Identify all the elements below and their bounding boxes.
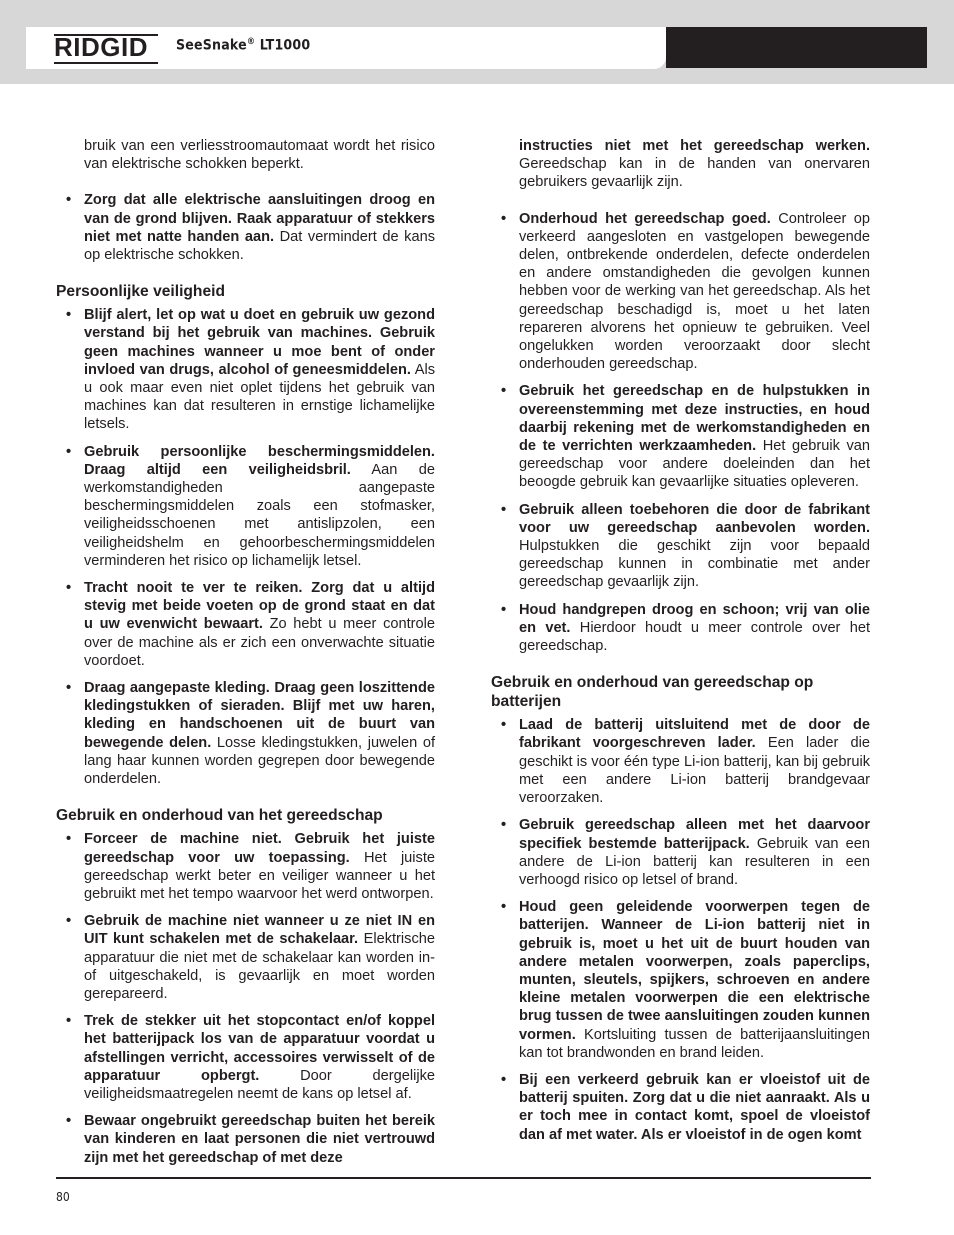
list-item: • Draag aangepaste kleding. Draag geen loszittende kledingstukken of sieraden. Blijf met uw haren, kleding en handschoenen uit de buurt van bewegende delen. Losse kledingstukken, juwelen of lang haar kunnen worden gegrepen door bewegende onderdelen. [56, 679, 435, 788]
model-number: LT1000 [255, 37, 311, 54]
list-item: • Houd handgrepen droog en schoon; vrij van olie en vet. Hierdoor houdt u meer controle over het gereedschap. [491, 601, 870, 656]
list-item: • Houd geen geleidende voorwerpen tegen de batterijen. Wanneer de Li-ion batterij niet in gebruik is, moet u het uit de buurt houden van andere metalen voorwerpen, zoals paperclips, munten, sleutels, spijkers, schroeven en andere kleine metalen voorwerpen die een elektrische brug tussen de twee aansluitingen zouden kunnen vormen. Kortsluiting tussen de batterijaansluitingen kan tot brandwonden en brand leiden. [491, 898, 870, 1062]
right-column [491, 137, 870, 1162]
list-item: • Blijf alert, let op wat u doet en gebruik uw gezond verstand bij het gebruik van machines. Gebruik geen machines wanneer u moe bent of onder invloed van drugs, alcohol of geneesmiddelen. Als u ook maar even niet oplet tijdens het gebruik van machines kan dat resulteren in ernstige lichamelijke letsels. [56, 306, 435, 433]
tool-bullets [56, 830, 435, 1166]
list-item: • Gebruik gereedschap alleen met het daarvoor specifiek bestemde batterijpack. Gebruik van een andere de Li-ion batterij kan resulteren in een verhoogd risico op letsel of brand. [491, 816, 870, 889]
logo-top-rule [54, 34, 158, 36]
left-column [56, 137, 435, 1185]
list-item: • Gebruik persoonlijke beschermingsmiddelen. Draag altijd een veiligheidsbril. Aan de werkomstandigheden aangepaste beschermingsmiddelen zoals een stofmasker, veiligheidsschoenen met antislipzolen, een veiligheidshelm en gehoorbeschermingsmiddelen verminderen het risico op lichamelijk letsel. [56, 443, 435, 570]
registered-mark: ® [246, 37, 256, 47]
list-item: • Onderhoud het gereedschap goed. Controleer op verkeerd aangesloten en vastgelopen bewegende delen, ontbrekende onderdelen, defecte onderdelen en andere omstandigheden die gevolgen kunnen hebben voor de werking van het gereedschap. Als het gereedschap beschadigd is, moet u het laten repareren alvorens het opnieuw te gebruiken. Veel ongelukken worden veroorzaakt door slecht onderhouden gereedschap. [491, 210, 870, 374]
product-model [176, 37, 310, 54]
list-item: • Bewaar ongebruikt gereedschap buiten het bereik van kinderen en laat personen die niet vertrouwd zijn met het gereedschap of met deze [56, 1112, 435, 1167]
list-item: • Forceer de machine niet. Gebruik het juiste gereedschap voor uw toepassing. Het juiste gereedschap werkt beter en veiliger wanneer u het gebruikt met het tempo waarvoor het werd ontworpen. [56, 830, 435, 903]
list-item: • Gebruik het gereedschap en de hulpstukken in overeenstemming met deze instructies, en houd daarbij rekening met de werkomstandigheden en de te verrichten werkzaamheden. Het gebruik van gereedschap voor andere doeleinden dan het beoogde gebruik kan gevaarlijke situaties opleveren. [491, 382, 870, 491]
ridgid-logo [54, 34, 158, 64]
tool-bullets-continued [491, 210, 870, 656]
list-item: • Tracht nooit te ver te reiken. Zorg dat u altijd stevig met beide voeten op de grond staat en dat u uw evenwicht bewaart. Zo hebt u meer controle over de machine als er zich een onverwachte situatie voordoet. [56, 579, 435, 670]
logo-text: RIDGID [54, 32, 148, 62]
list-item: • Zorg dat alle elektrische aansluitingen droog en van de grond blijven. Raak apparatuur of stekkers niet met natte handen aan. Dat vermindert de kans op elektrische schokken. [56, 191, 435, 264]
model-name: SeeSnake [176, 37, 247, 54]
list-item: • Laad de batterij uitsluitend met de door de fabrikant voorgeschreven lader. Een lader die geschikt is voor één type Li-ion batterij, kan bij gebruik met een andere Li-ion batterij brandgevaar veroorzaken. [491, 716, 870, 807]
personal-bullets [56, 306, 435, 788]
page-number: 80 [56, 1190, 70, 1204]
list-item: • Trek de stekker uit het stopcontact en/of koppel het batterijpack los van de apparatuur voordat u afstellingen verricht, accessoires verwisselt of de apparatuur opbergt. Door dergelijke veiligheidsmaatregelen neemt de kans op letsel af. [56, 1012, 435, 1103]
list-item: • Gebruik de machine niet wanneer u ze niet IN en UIT kunt schakelen met de schakelaar. Elektrische apparatuur die niet met de schakelaar kan worden in- of uitgeschakeld, is gevaarlijk en moet worden gerepareerd. [56, 912, 435, 1003]
section-heading-personal: Persoonlijke veiligheid [56, 283, 225, 301]
left-continuation-text: bruik van een verliesstroomautomaat wordt het risico van elektrische schokken beperkt. [84, 138, 435, 173]
electrical-bullets [56, 191, 435, 264]
header-black-block [666, 27, 927, 68]
right-continuation-text: instructies niet met het gereedschap werken. Gereedschap kan in de handen van onervaren gebruikers gevaarlijk zijn. [519, 138, 870, 191]
section-heading-battery: Gebruik en onderhoud van gereedschap op batterijen [491, 674, 814, 711]
list-item: • Bij een verkeerd gebruik kan er vloeistof uit de batterij spuiten. Zorg dat u die niet aanraakt. Als u er toch mee in contact komt, spoel de vloeistof dan af met water. Als er vloeistof in de ogen komt [491, 1071, 870, 1144]
section-heading-tool: Gebruik en onderhoud van het gereedschap [56, 807, 383, 825]
battery-bullets [491, 716, 870, 1143]
list-item: • Gebruik alleen toebehoren die door de fabrikant voor uw gereedschap aanbevolen worden. Hulpstukken die geschikt zijn voor bepaald gereedschap kunnen in combinatie met ander gereedschap gevaarlijk zijn. [491, 501, 870, 592]
footer-rule [56, 1177, 871, 1179]
